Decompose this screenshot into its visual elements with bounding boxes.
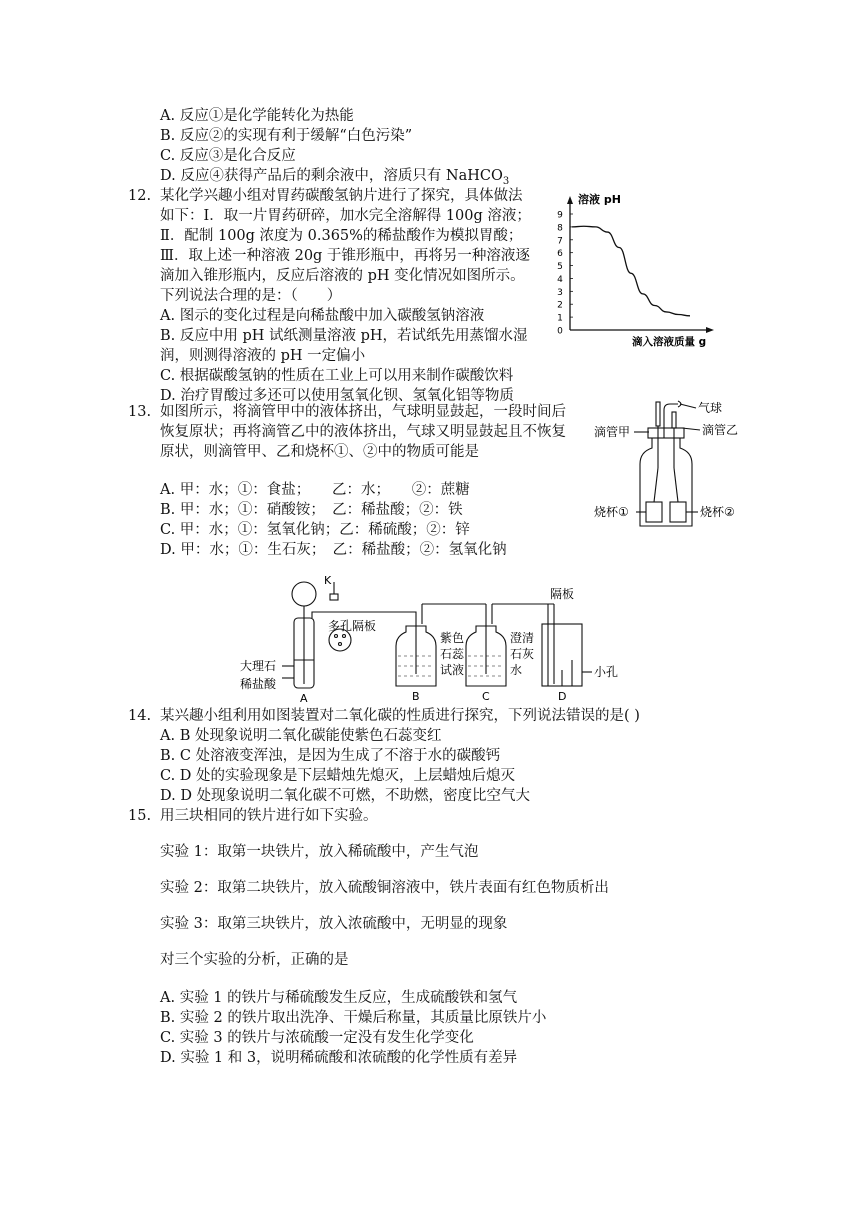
q12-option-b-cont: 润，则测得溶液的 pH 一定偏小: [160, 348, 366, 364]
label-beaker-2: 烧杯②: [700, 505, 735, 519]
label-dropper-a: 滴管甲: [594, 425, 631, 439]
q12-option-b: B. 反应中用 pH 试纸测量溶液 pH，若试纸先用蒸馏水湿: [160, 328, 528, 344]
y-tick-label: 6: [557, 249, 563, 260]
label-balloon: 气球: [698, 401, 723, 415]
y-tick-label: 1: [557, 313, 563, 324]
label-litmus-2: 石蕊: [440, 647, 465, 661]
q12-option-d: D. 治疗胃酸过多还可以使用氢氧化钡、氢氧化铝等物质: [160, 388, 514, 404]
x-axis-label: 滴入溶液质量 g: [632, 336, 707, 348]
q13-number: 13.: [128, 404, 152, 420]
ph-chart: [548, 188, 718, 348]
label-d: D: [558, 690, 567, 703]
q14-option-b: B. C 处溶液变浑浊，是因为生成了不溶于水的碳酸钙: [160, 748, 501, 764]
label-b: B: [412, 690, 420, 703]
q11-option-b: B. 反应②的实现有利于缓解“白色污染”: [160, 128, 413, 144]
y-tick-label: 0: [557, 326, 563, 337]
q12-line: 如下：Ⅰ．取一片胃药研碎，加水完全溶解得 100g 溶液；: [160, 208, 531, 224]
y-tick-label: 7: [557, 236, 563, 247]
label-dropper-b: 滴管乙: [702, 423, 739, 437]
q13-option-b: B. 甲：水；①：硝酸铵； 乙：稀盐酸；②：铁: [160, 502, 463, 518]
label-a: A: [300, 692, 308, 704]
q11-option-c: C. 反应③是化合反应: [160, 148, 296, 164]
q11-option-d: D. 反应④获得产品后的剩余液中，溶质只有 NaHCO$_3$: [160, 168, 510, 187]
y-tick-label: 8: [557, 223, 563, 234]
y-tick-label: 9: [557, 210, 563, 221]
q15-option-b: B. 实验 2 的铁片取出洗净、干燥后称量，其质量比原铁片小: [160, 1010, 547, 1026]
label-porous: 多孔隔板: [328, 619, 377, 633]
y-tick-label: 2: [557, 300, 563, 311]
q15-option-a: A. 实验 1 的铁片与稀硫酸发生反应，生成硫酸铁和氢气: [160, 990, 518, 1006]
q15-option-c: C. 实验 3 的铁片与浓硫酸一定没有发生化学变化: [160, 1030, 474, 1046]
y-axis-arrow: [567, 196, 573, 204]
q12-option-c: C. 根据碳酸氢钠的性质在工业上可以用来制作碳酸饮料: [160, 368, 514, 384]
label-hole: 小孔: [594, 665, 619, 679]
q15-exp1: 实验 1：取第一块铁片，放入稀硫酸中，产生气泡: [160, 844, 479, 860]
q12-line: 下列说法合理的是：（ ）: [160, 288, 342, 304]
chart-axes: [567, 196, 714, 333]
label-litmus-3: 试液: [440, 663, 465, 677]
q15-option-d: D. 实验 1 和 3，说明稀硫酸和浓硫酸的化学性质有差异: [160, 1050, 518, 1066]
y-tick-label: 4: [557, 274, 563, 285]
q13-line: 恢复原状；再将滴管乙中的液体挤出，气球又明显鼓起且不恢复: [160, 424, 566, 440]
label-lime-1: 澄清: [510, 631, 535, 645]
balloon-apparatus-figure: [592, 398, 792, 534]
q15-exp3: 实验 3：取第三块铁片，放入浓硫酸中，无明显的现象: [160, 916, 508, 932]
label-partition: 隔板: [550, 587, 575, 601]
y-tick-label: 3: [557, 287, 563, 298]
label-c: C: [482, 690, 490, 703]
q12-line: Ⅲ．取上述一种溶液 20g 于锥形瓶中，再将另一种溶液逐: [160, 248, 530, 264]
q12-option-a: A. 图示的变化过程是向稀盐酸中加入碳酸氢钠溶液: [160, 308, 485, 324]
q14-number: 14.: [128, 708, 152, 724]
q13-option-c: C. 甲：水；①：氢氧化钠；乙：稀硫酸；②：锌: [160, 522, 470, 538]
q13-line: 原状，则滴管甲、乙和烧杯①、②中的物质可能是: [160, 444, 479, 460]
q14-option-c: C. D 处的实验现象是下层蜡烛先熄灭，上层蜡烛后熄灭: [160, 768, 516, 784]
co2-apparatus-figure: [236, 574, 636, 704]
q14-question: 某兴趣小组利用如图装置对二氧化碳的性质进行探究，下列说法错误的是( ): [160, 708, 640, 724]
q13-option-a: A. 甲：水；①：食盐； 乙：水； ②：蔗糖: [160, 482, 470, 498]
label-acid: 稀盐酸: [240, 677, 277, 691]
q13-line: 如图所示，将滴管甲中的液体挤出，气球明显鼓起，一段时间后: [160, 404, 566, 420]
y-axis-label: 溶液 pH: [578, 193, 621, 206]
q15-number: 15.: [128, 808, 152, 824]
x-axis-arrow: [706, 327, 714, 333]
q15-exp2: 实验 2：取第二块铁片，放入硫酸铜溶液中，铁片表面有红色物质析出: [160, 880, 609, 896]
q14-option-d: D. D 处现象说明二氧化碳不可燃，不助燃，密度比空气大: [160, 788, 531, 804]
q15-question: 用三块相同的铁片进行如下实验。: [160, 808, 378, 824]
q14-option-a: A. B 处现象说明二氧化碳能使紫色石蕊变红: [160, 728, 442, 744]
q15-prompt: 对三个实验的分析，正确的是: [160, 952, 349, 968]
q12-line: 滴加入锥形瓶内，反应后溶液的 pH 变化情况如图所示。: [160, 268, 525, 284]
y-tick-label: 5: [557, 262, 563, 273]
q12-line: 某化学兴趣小组对胃药碳酸氢钠片进行了探究，具体做法: [160, 188, 523, 204]
label-litmus-1: 紫色: [440, 631, 465, 645]
q13-option-d: D. 甲：水；①：生石灰； 乙：稀盐酸；②：氢氧化钠: [160, 542, 507, 558]
q12-line: Ⅱ．配制 100g 浓度为 0.365%的稀盐酸作为模拟胃酸；: [160, 228, 523, 244]
label-k: K: [324, 574, 332, 587]
q11-option-a: A. 反应①是化学能转化为热能: [160, 108, 354, 124]
label-beaker-1: 烧杯①: [594, 505, 629, 519]
q12-number: 12.: [128, 188, 152, 204]
label-lime-2: 石灰: [510, 647, 535, 661]
series-line: [572, 226, 690, 316]
label-marble: 大理石: [240, 659, 277, 673]
label-lime-3: 水: [510, 663, 523, 677]
